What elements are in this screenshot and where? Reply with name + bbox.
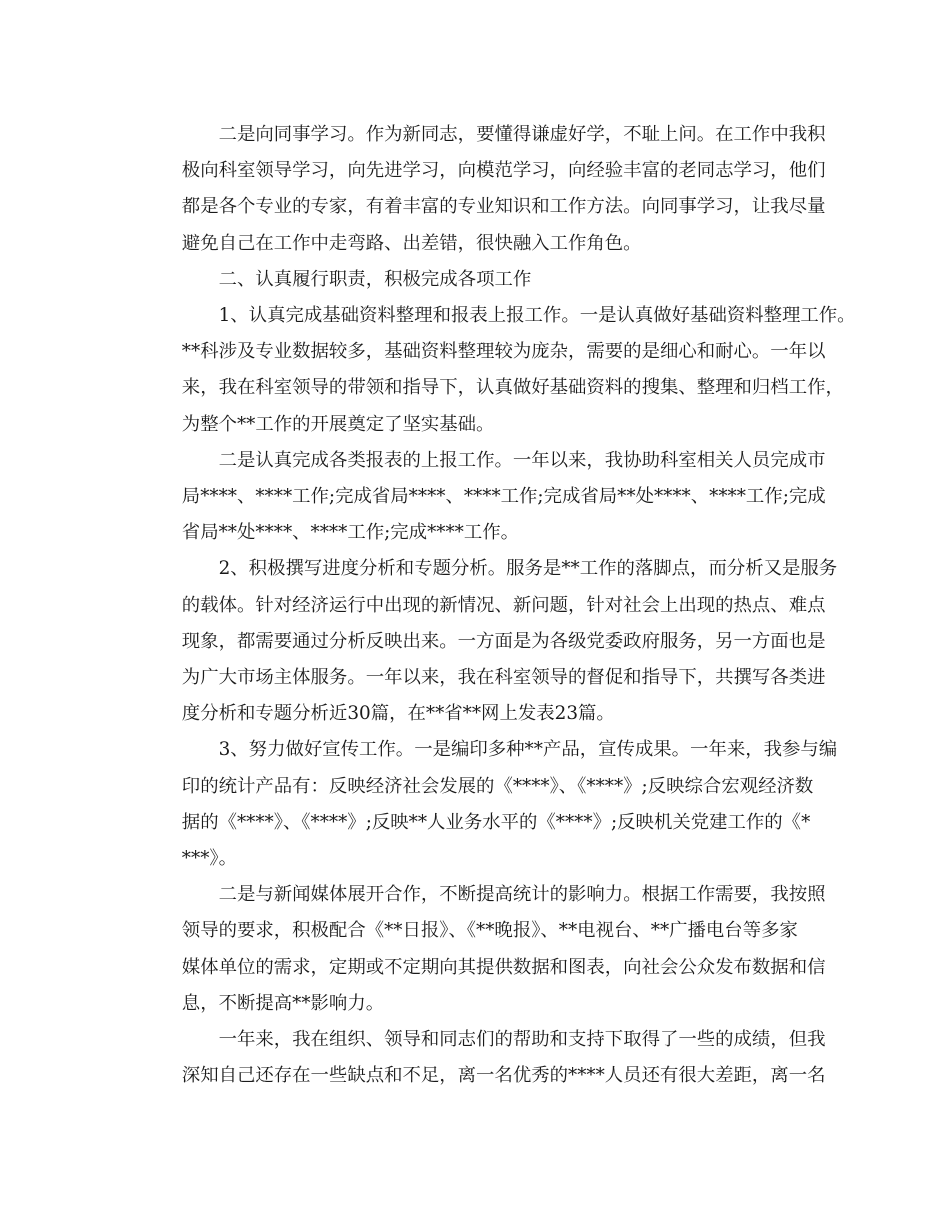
text-line: **科涉及专业数据较多，基础资料整理较为庞杂，需要的是细心和耐心。一年以 <box>181 341 826 363</box>
text-line: 的载体。针对经济运行中出现的新情况、新问题，针对社会上出现的热点、难点 <box>181 594 826 616</box>
text-line: 二、认真履行职责，积极完成各项工作 <box>218 268 532 290</box>
paragraph-reports <box>145 443 835 552</box>
text-line: 印的统计产品有：反映经济社会发展的《****》、《****》;反映综合宏观经济数 <box>181 775 814 797</box>
text-line: 都是各个专业的专家，有着丰富的专业知识和工作方法。向同事学习，让我尽量 <box>181 196 826 218</box>
text-line: 来，我在科室领导的带领和指导下，认真做好基础资料的搜集、整理和归档工作， <box>181 377 844 399</box>
text-line: 避免自己在工作中走弯路、出差错，很快融入工作角色。 <box>181 232 642 254</box>
text-line: ***》。 <box>181 848 237 870</box>
text-line: 二是向同事学习。作为新同志，要懂得谦虚好学，不耻上问。在工作中我积 <box>218 124 826 145</box>
text-line: 媒体单位的需求，定期或不定期向其提供数据和图表，向社会公众发布数据和信 <box>181 956 826 978</box>
paragraph-learn-from-colleagues <box>145 117 835 262</box>
text-line: 二是认真完成各类报表的上报工作。一年以来，我协助科室相关人员完成市 <box>218 449 826 471</box>
text-line: 领导的要求，积极配合《**日报》、《**晚报》、**电视台、**广播电台等多家 <box>181 920 798 942</box>
paragraph-shortcomings <box>145 1022 835 1094</box>
text-line: 3、努力做好宣传工作。一是编印多种**产品，宣传成果。一年来，我参与编 <box>218 739 838 761</box>
text-line: 极向科室领导学习，向先进学习，向模范学习，向经验丰富的老同志学习，他们 <box>181 160 826 182</box>
text-line: 局****、****工作;完成省局****、****工作;完成省局**处****、****工作;完成 <box>181 486 826 508</box>
text-line: 度分析和专题分析近30篇，在**省**网上发表23篇。 <box>181 703 615 725</box>
text-line: 息，不断提高**影响力。 <box>181 992 385 1014</box>
text-line: 深知自己还存在一些缺点和不足，离一名优秀的****人员还有很大差距，离一名 <box>181 1065 826 1087</box>
paragraph-analysis <box>145 551 838 732</box>
paragraph-basic-data <box>145 298 856 443</box>
text-line: 为整个**工作的开展奠定了坚实基础。 <box>181 413 495 435</box>
text-line: 现象，都需要通过分析反映出来。一方面是为各级党委政府服务，另一方面也是 <box>181 630 826 652</box>
text-line: 1、认真完成基础资料整理和报表上报工作。一是认真做好基础资料整理工作。 <box>218 305 856 327</box>
text-line: 2、积极撰写进度分析和专题分析。服务是**工作的落脚点，而分析又是服务 <box>218 558 838 580</box>
text-line: 一年来，我在组织、领导和同志们的帮助和支持下取得了一些的成绩，但我 <box>218 1029 826 1051</box>
text-line: 二是与新闻媒体展开合作，不断提高统计的影响力。根据工作需要，我按照 <box>218 884 826 906</box>
paragraph-publicity <box>145 732 838 877</box>
paragraph-media <box>145 877 835 1022</box>
document-body <box>145 117 856 1094</box>
section-heading <box>145 262 835 298</box>
text-line: 为广大市场主体服务。一年以来，我在科室领导的督促和指导下，共撰写各类进 <box>181 667 826 689</box>
text-line: 据的《****》、《****》;反映**人业务水平的《****》;反映机关党建工作的《* <box>181 811 811 833</box>
text-line: 省局**处****、****工作;完成****工作。 <box>181 522 520 544</box>
